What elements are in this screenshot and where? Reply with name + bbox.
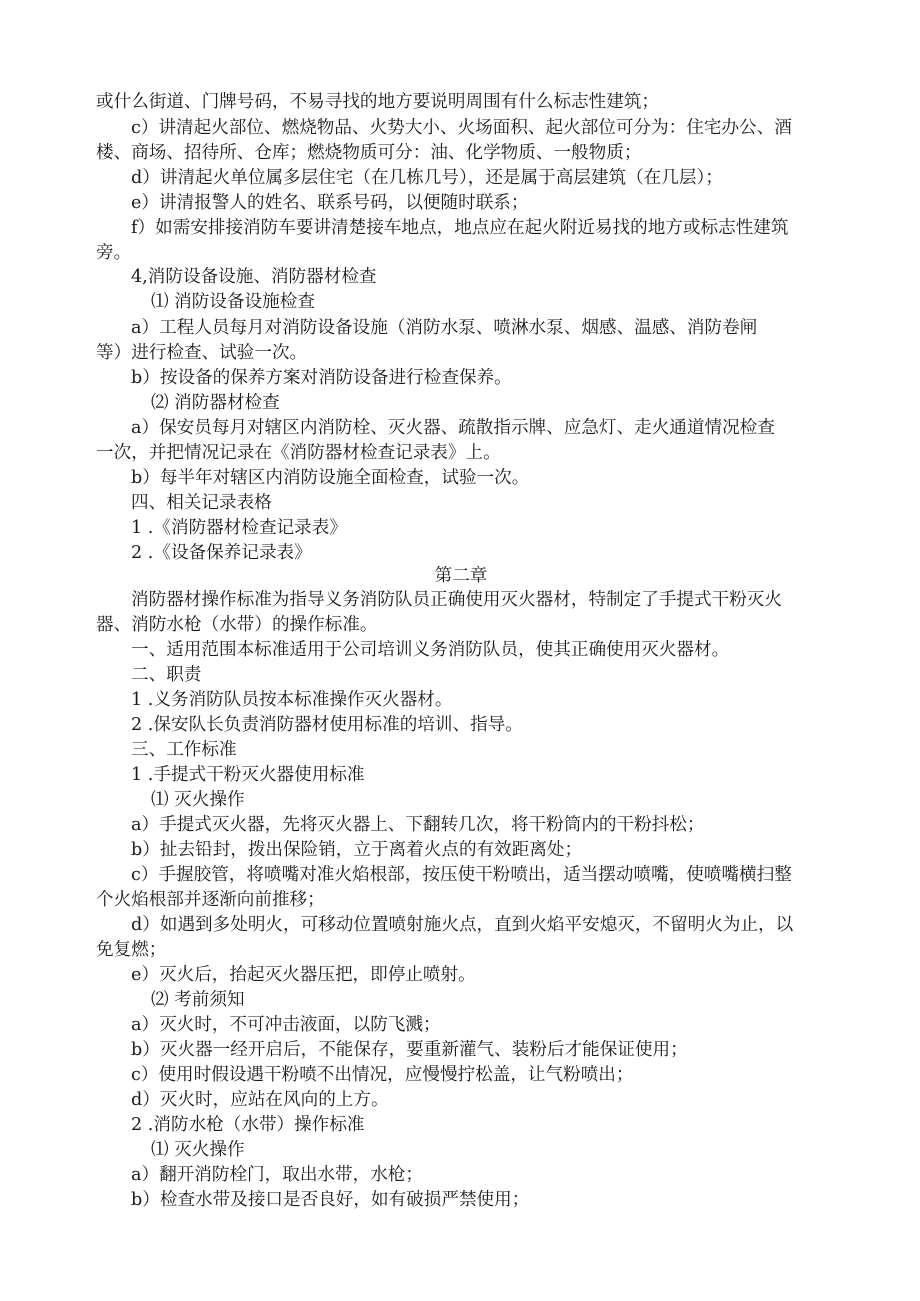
text-line: d）如遇到多处明火，可移动位置喷射施火点，直到火焰平安熄灭，不留明火为止，以	[131, 915, 794, 935]
list-item: 1 .手提式干粉灭火器使用标准	[131, 765, 365, 785]
text-line: e）讲清报警人的姓名、联系号码，以便随时联系；	[131, 193, 529, 213]
section-heading: 4,消防设备设施、消防器材检查	[131, 267, 377, 287]
text-line: d）灭火时，应站在风向的上方。	[131, 1090, 389, 1110]
list-item: 1 .《消防器材检查记录表》	[131, 518, 347, 538]
text-line: c）讲清起火部位、燃烧物品、火势大小、火场面积、起火部位可分为：住宅办公、酒	[131, 118, 792, 138]
list-item: 1 .义务消防队员按本标准操作灭火器材。	[131, 690, 453, 710]
text-line: 旁。	[96, 243, 132, 263]
list-item: 2 .消防水枪（水带）操作标准	[131, 1115, 365, 1135]
text-line: 等）进行检查、试验一次。	[96, 343, 308, 363]
subsection-heading: ⑵ 考前须知	[151, 990, 245, 1010]
text-line: a）灭火时，不可冲击液面，以防飞溅；	[131, 1015, 441, 1035]
text-line: a）翻开消防栓门，取出水带，水枪；	[131, 1165, 423, 1185]
text-line: c）手握胶管，将喷嘴对准火焰根部，按压使干粉喷出，适当摆动喷嘴，使喷嘴横扫整	[131, 865, 792, 885]
text-line: d）讲清起火单位属多层住宅（在几栋几号），还是属于高层建筑（在几层）；	[131, 168, 723, 188]
text-line: 一、适用范围本标准适用于公司培训义务消防队员，使其正确使用灭火器材。	[131, 640, 730, 660]
text-line: a）工程人员每月对消防设备设施（消防水泵、喷淋水泵、烟感、温感、消防卷闸	[131, 318, 758, 338]
text-line: 消防器材操作标准为指导义务消防队员正确使用灭火器材，特制定了手提式干粉灭火	[131, 590, 782, 610]
text-line: b）每半年对辖区内消防设施全面检查，试验一次。	[131, 468, 530, 488]
section-heading: 三、工作标准	[131, 740, 237, 760]
text-line: b）灭火器一经开启后，不能保存，要重新灌气、装粉后才能保证使用；	[131, 1040, 688, 1060]
text-line: 免复燃；	[96, 940, 167, 960]
text-line: f）如需安排接消防车要讲清楚接车地点，地点应在起火附近易找的地方或标志性建筑	[131, 218, 789, 238]
section-heading: 四、相关记录表格	[131, 493, 272, 513]
subsection-heading: ⑴ 消防设备设施检查	[151, 292, 315, 312]
text-line: e）灭火后，抬起灭火器压把，即停止喷射。	[131, 965, 476, 985]
text-line: b）按设备的保养方案对消防设备进行检查保养。	[131, 368, 512, 388]
text-line: 器、消防水枪（水带）的操作标准。	[96, 615, 378, 635]
subsection-heading: ⑵ 消防器材检查	[151, 393, 280, 413]
list-item: 2 .《设备保养记录表》	[131, 543, 312, 563]
text-line: b）检查水带及接口是否良好，如有破损严禁使用；	[131, 1190, 530, 1210]
text-line: a）保安员每月对辖区内消防栓、灭火器、疏散指示牌、应急灯、走火通道情况检查	[131, 418, 775, 438]
text-line: a）手提式灭火器，先将灭火器上、下翻转几次，将干粉筒内的干粉抖松；	[131, 815, 705, 835]
section-heading: 二、职责	[131, 665, 202, 685]
text-line: 或什么街道、门牌号码，不易寻找的地方要说明周围有什么标志性建筑；	[96, 92, 660, 112]
text-line: b）扯去铅封，拨出保险销，立于离着火点的有效距离处；	[131, 840, 583, 860]
subsection-heading: ⑴ 灭火操作	[151, 790, 245, 810]
text-line: c）使用时假设遇干粉喷不出情况，应慢慢拧松盖，让气粉喷出；	[131, 1065, 634, 1085]
text-line: 楼、商场、招待所、仓库；燃烧物质可分：油、化学物质、一般物质；	[96, 143, 642, 163]
text-line: 一次，并把情况记录在《消防器材检查记录表》上。	[96, 443, 501, 463]
list-item: 2 .保安队长负责消防器材使用标准的培训、指导。	[131, 715, 523, 735]
chapter-title: 第二章	[434, 566, 488, 586]
subsection-heading: ⑴ 灭火操作	[151, 1140, 245, 1160]
text-line: 个火焰根部并逐渐向前推移；	[96, 890, 325, 910]
